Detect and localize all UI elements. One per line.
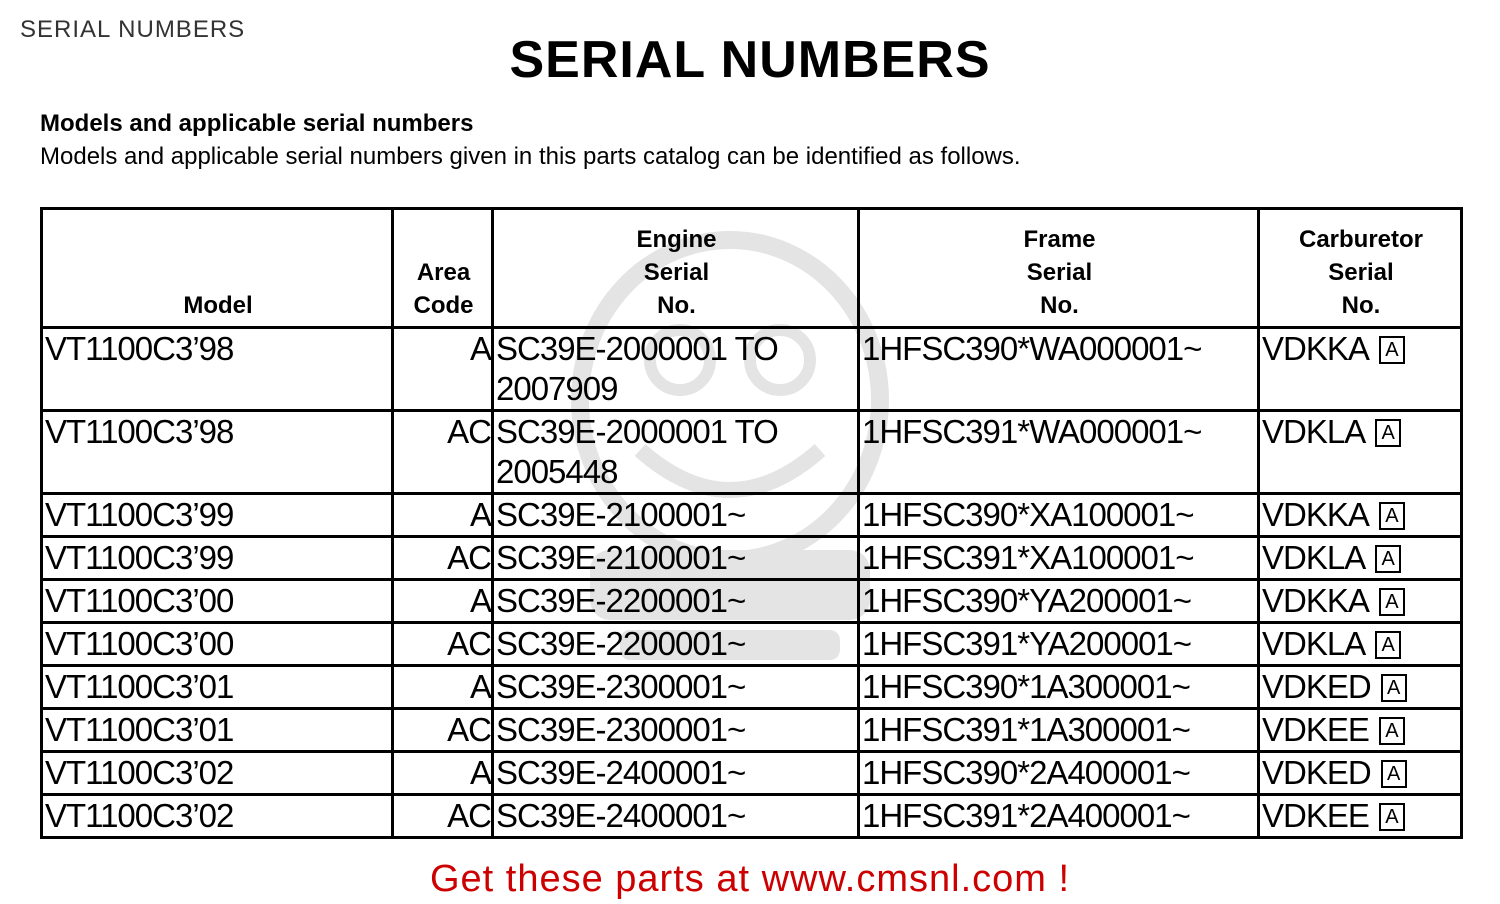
boxed-a-mark-icon: A xyxy=(1379,588,1405,616)
table-row xyxy=(42,709,1462,752)
column-header-model: Model xyxy=(42,209,393,328)
boxed-a-mark-icon: A xyxy=(1379,803,1405,831)
cell-frame-serial: 1HFSC391*XA100001~ xyxy=(859,537,1259,580)
cell-engine-serial: SC39E-2300001~ xyxy=(493,666,859,709)
cell-carburetor-serial xyxy=(1259,709,1462,752)
cell-carburetor-serial xyxy=(1259,494,1462,537)
cell-frame-serial: 1HFSC390*WA000001~ xyxy=(859,328,1259,411)
section-description: Models and applicable serial numbers given in this parts catalog can be identified as follows. xyxy=(40,143,1021,170)
cell-carburetor-serial xyxy=(1259,411,1462,494)
cell-engine-serial: SC39E-2200001~ xyxy=(493,580,859,623)
column-header-area-code: Area Code xyxy=(393,209,493,328)
cell-model: VT1100C3’01 xyxy=(42,666,393,709)
serial-numbers-table xyxy=(40,207,1463,839)
boxed-a-mark-icon: A xyxy=(1379,336,1405,364)
carburetor-code: VDKKA xyxy=(1262,330,1369,367)
cell-carburetor-serial xyxy=(1259,795,1462,838)
carburetor-code: VDKEE xyxy=(1262,797,1369,834)
boxed-a-mark-icon: A xyxy=(1375,419,1401,447)
boxed-a-mark-icon: A xyxy=(1381,760,1407,788)
boxed-a-mark-icon: A xyxy=(1381,674,1407,702)
cell-engine-serial: SC39E-2100001~ xyxy=(493,537,859,580)
header-label: SERIAL NUMBERS xyxy=(20,16,246,43)
cell-model: VT1100C3’99 xyxy=(42,537,393,580)
cell-frame-serial: 1HFSC390*XA100001~ xyxy=(859,494,1259,537)
cell-model: VT1100C3’00 xyxy=(42,580,393,623)
cell-area-code: A xyxy=(393,494,493,537)
table-row xyxy=(42,411,1462,494)
cell-carburetor-serial xyxy=(1259,580,1462,623)
carburetor-code: VDKED xyxy=(1262,754,1371,791)
cell-engine-serial: SC39E-2200001~ xyxy=(493,623,859,666)
cell-frame-serial: 1HFSC390*2A400001~ xyxy=(859,752,1259,795)
cell-carburetor-serial xyxy=(1259,623,1462,666)
cell-frame-serial: 1HFSC391*WA000001~ xyxy=(859,411,1259,494)
page-title: SERIAL NUMBERS xyxy=(509,31,991,89)
cell-carburetor-serial xyxy=(1259,537,1462,580)
cell-engine-serial: SC39E-2000001 TO 2007909 xyxy=(493,328,859,411)
boxed-a-mark-icon: A xyxy=(1379,717,1405,745)
cell-area-code: AC xyxy=(393,795,493,838)
boxed-a-mark-icon: A xyxy=(1375,545,1401,573)
carburetor-code: VDKLA xyxy=(1262,413,1366,450)
boxed-a-mark-icon: A xyxy=(1375,631,1401,659)
carburetor-code: VDKEE xyxy=(1262,711,1369,748)
cell-area-code: A xyxy=(393,328,493,411)
cell-model: VT1100C3’01 xyxy=(42,709,393,752)
cell-frame-serial: 1HFSC391*YA200001~ xyxy=(859,623,1259,666)
cell-engine-serial: SC39E-2400001~ xyxy=(493,795,859,838)
cell-area-code: A xyxy=(393,752,493,795)
cell-model: VT1100C3’02 xyxy=(42,795,393,838)
cell-frame-serial: 1HFSC391*1A300001~ xyxy=(859,709,1259,752)
cell-carburetor-serial xyxy=(1259,666,1462,709)
column-header-frame-serial: Frame Serial No. xyxy=(859,209,1259,328)
carburetor-code: VDKKA xyxy=(1262,582,1369,619)
footer-banner[interactable]: Get these parts at www.cmsnl.com ! xyxy=(429,858,1071,900)
cell-model: VT1100C3’02 xyxy=(42,752,393,795)
cell-area-code: A xyxy=(393,666,493,709)
cell-frame-serial: 1HFSC390*1A300001~ xyxy=(859,666,1259,709)
cell-engine-serial: SC39E-2300001~ xyxy=(493,709,859,752)
cell-area-code: AC xyxy=(393,709,493,752)
cell-frame-serial: 1HFSC390*YA200001~ xyxy=(859,580,1259,623)
cell-area-code: AC xyxy=(393,537,493,580)
cell-model: VT1100C3’00 xyxy=(42,623,393,666)
cell-carburetor-serial xyxy=(1259,328,1462,411)
table-header-row xyxy=(42,209,1462,328)
table-row xyxy=(42,795,1462,838)
table-row xyxy=(42,666,1462,709)
cell-model: VT1100C3’99 xyxy=(42,494,393,537)
table-row xyxy=(42,537,1462,580)
cell-engine-serial: SC39E-2100001~ xyxy=(493,494,859,537)
carburetor-code: VDKED xyxy=(1262,668,1371,705)
cell-frame-serial: 1HFSC391*2A400001~ xyxy=(859,795,1259,838)
column-header-carburetor-serial: Carburetor Serial No. xyxy=(1259,209,1462,328)
carburetor-code: VDKLA xyxy=(1262,625,1366,662)
table-row xyxy=(42,328,1462,411)
cell-area-code: AC xyxy=(393,411,493,494)
table-row xyxy=(42,623,1462,666)
boxed-a-mark-icon: A xyxy=(1379,502,1405,530)
cell-model: VT1100C3’98 xyxy=(42,411,393,494)
carburetor-code: VDKKA xyxy=(1262,496,1369,533)
carburetor-code: VDKLA xyxy=(1262,539,1366,576)
column-header-engine-serial: Engine Serial No. xyxy=(493,209,859,328)
section-heading: Models and applicable serial numbers xyxy=(40,110,474,137)
cell-engine-serial: SC39E-2400001~ xyxy=(493,752,859,795)
table-row xyxy=(42,752,1462,795)
cell-model: VT1100C3’98 xyxy=(42,328,393,411)
cell-carburetor-serial xyxy=(1259,752,1462,795)
table-row xyxy=(42,580,1462,623)
table-row xyxy=(42,494,1462,537)
cell-area-code: A xyxy=(393,580,493,623)
cell-engine-serial: SC39E-2000001 TO 2005448 xyxy=(493,411,859,494)
cell-area-code: AC xyxy=(393,623,493,666)
